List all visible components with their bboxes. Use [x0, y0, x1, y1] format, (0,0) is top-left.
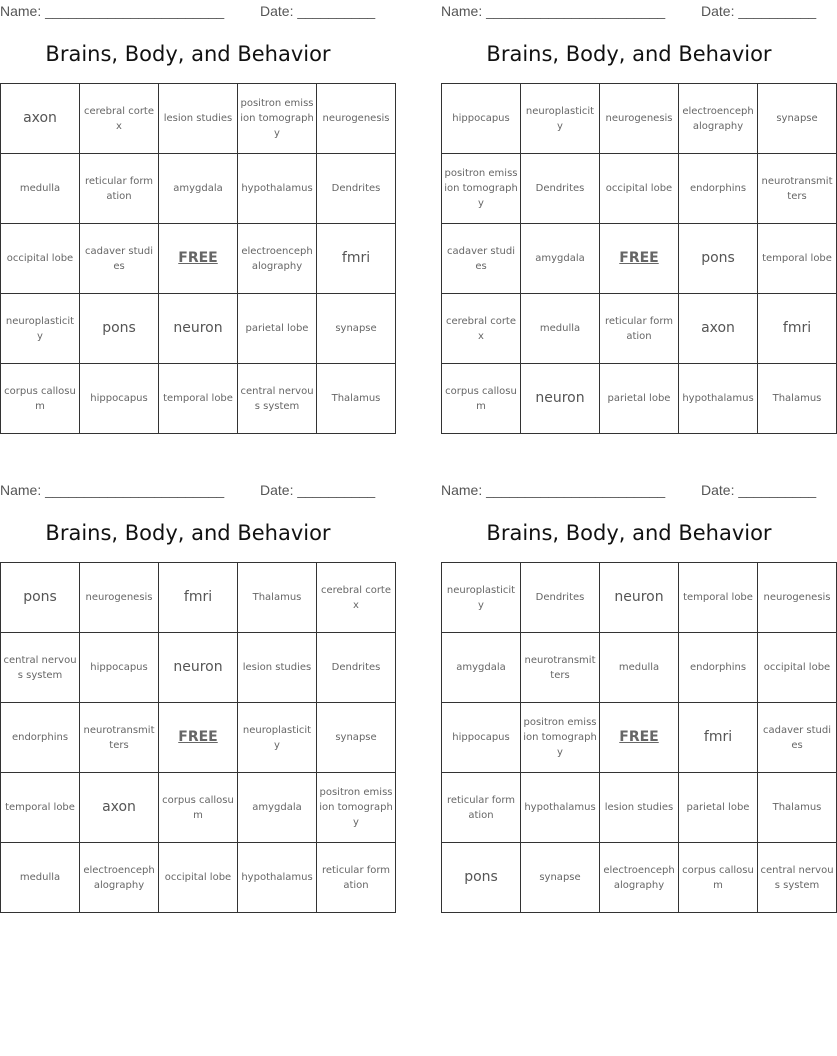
grid-cell: corpus callosum [159, 773, 238, 843]
grid-cell: hypothalamus [521, 773, 600, 843]
grid-row [442, 633, 837, 703]
grid-cell: pons [442, 843, 521, 913]
grid-cell: temporal lobe [679, 563, 758, 633]
grid-cell: Dendrites [521, 563, 600, 633]
grid-cell: neuron [600, 563, 679, 633]
grid-cell: hippocapus [80, 633, 159, 703]
bingo-card-3 [0, 479, 393, 891]
grid-cell: electroencephalography [679, 84, 758, 154]
grid-row [442, 364, 837, 434]
grid-cell: synapse [758, 84, 837, 154]
card-header [0, 479, 376, 499]
grid-cell: neurogenesis [600, 84, 679, 154]
grid-row [1, 84, 396, 154]
grid-cell: axon [679, 294, 758, 364]
grid-cell: reticular formation [600, 294, 679, 364]
grid-cell: medulla [600, 633, 679, 703]
grid-cell: positron emission tomography [317, 773, 396, 843]
date-field-label: Date: __________ [260, 3, 376, 19]
grid-cell: neurogenesis [758, 563, 837, 633]
grid-cell: corpus callosum [442, 364, 521, 434]
grid-cell: electroencephalography [600, 843, 679, 913]
card-header [441, 479, 817, 499]
grid-row [1, 703, 396, 773]
grid-row [1, 563, 396, 633]
card-title: Brains, Body, and Behavior [486, 42, 772, 66]
card-title: Brains, Body, and Behavior [45, 42, 331, 66]
grid-cell: neuroplasticity [238, 703, 317, 773]
grid-cell: hypothalamus [679, 364, 758, 434]
grid-cell: amygdala [159, 154, 238, 224]
grid-cell: reticular formation [80, 154, 159, 224]
grid-cell: axon [1, 84, 80, 154]
grid-cell: neuroplasticity [442, 563, 521, 633]
grid-cell: pons [679, 224, 758, 294]
grid-cell: neuron [159, 633, 238, 703]
grid-cell: lesion studies [159, 84, 238, 154]
grid-row [442, 703, 837, 773]
grid-cell: cadaver studies [80, 224, 159, 294]
grid-cell: temporal lobe [159, 364, 238, 434]
grid-cell: fmri [758, 294, 837, 364]
name-field-label: Name: _______________________ [0, 3, 225, 19]
card-header [0, 0, 376, 20]
grid-cell: central nervous system [758, 843, 837, 913]
grid-cell: reticular formation [442, 773, 521, 843]
card-title: Brains, Body, and Behavior [486, 521, 772, 545]
date-field-label: Date: __________ [701, 3, 817, 19]
grid-cell: positron emission tomography [521, 703, 600, 773]
grid-cell: parietal lobe [238, 294, 317, 364]
grid-cell: positron emission tomography [238, 84, 317, 154]
grid-row [442, 154, 837, 224]
grid-cell: neurogenesis [317, 84, 396, 154]
grid-row [1, 773, 396, 843]
grid-cell: corpus callosum [679, 843, 758, 913]
grid-cell: synapse [317, 703, 396, 773]
grid-cell: parietal lobe [679, 773, 758, 843]
grid-cell: synapse [317, 294, 396, 364]
name-field-label: Name: _______________________ [441, 482, 666, 498]
bingo-card-4 [441, 479, 834, 891]
grid-cell: axon [80, 773, 159, 843]
grid-cell: fmri [317, 224, 396, 294]
grid-cell: neurogenesis [80, 563, 159, 633]
grid-cell: endorphins [679, 633, 758, 703]
grid-row [1, 294, 396, 364]
card-header [441, 0, 817, 20]
grid-cell: Thalamus [317, 364, 396, 434]
grid-row [1, 364, 396, 434]
grid-cell: positron emission tomography [442, 154, 521, 224]
grid-cell: Thalamus [758, 773, 837, 843]
bingo-grid [0, 83, 396, 434]
grid-cell: fmri [159, 563, 238, 633]
grid-row [1, 224, 396, 294]
grid-cell: central nervous system [1, 633, 80, 703]
grid-cell: endorphins [679, 154, 758, 224]
grid-cell: neurotransmitters [80, 703, 159, 773]
grid-cell: amygdala [521, 224, 600, 294]
grid-row [442, 773, 837, 843]
grid-cell: neuroplasticity [521, 84, 600, 154]
grid-row [442, 843, 837, 913]
grid-cell: Dendrites [521, 154, 600, 224]
grid-cell: neurotransmitters [521, 633, 600, 703]
grid-cell: cerebral cortex [80, 84, 159, 154]
grid-cell: neuroplasticity [1, 294, 80, 364]
grid-cell: occipital lobe [600, 154, 679, 224]
grid-cell: hippocapus [442, 703, 521, 773]
grid-cell: lesion studies [600, 773, 679, 843]
grid-row [442, 84, 837, 154]
grid-row [1, 843, 396, 913]
grid-cell: pons [1, 563, 80, 633]
grid-cell: synapse [521, 843, 600, 913]
grid-cell: hypothalamus [238, 843, 317, 913]
grid-row [442, 563, 837, 633]
grid-cell: temporal lobe [758, 224, 837, 294]
grid-row [442, 294, 837, 364]
grid-row [442, 224, 837, 294]
grid-cell: pons [80, 294, 159, 364]
name-field-label: Name: _______________________ [441, 3, 666, 19]
name-field-label: Name: _______________________ [0, 482, 225, 498]
grid-cell: medulla [1, 154, 80, 224]
grid-cell: central nervous system [238, 364, 317, 434]
date-field-label: Date: __________ [260, 482, 376, 498]
bingo-grid [441, 83, 837, 434]
grid-cell: hippocapus [80, 364, 159, 434]
bingo-card-2 [441, 0, 833, 412]
grid-cell: electroencephalography [238, 224, 317, 294]
grid-cell: cerebral cortex [317, 563, 396, 633]
grid-cell: occipital lobe [758, 633, 837, 703]
grid-cell: amygdala [238, 773, 317, 843]
grid-cell: cadaver studies [758, 703, 837, 773]
grid-cell: hypothalamus [238, 154, 317, 224]
grid-cell: FREE [159, 703, 238, 773]
grid-cell: cadaver studies [442, 224, 521, 294]
grid-cell: Dendrites [317, 154, 396, 224]
grid-cell: neurotransmitters [758, 154, 837, 224]
grid-cell: cerebral cortex [442, 294, 521, 364]
grid-row [1, 154, 396, 224]
grid-cell: fmri [679, 703, 758, 773]
grid-cell: medulla [521, 294, 600, 364]
grid-cell: occipital lobe [159, 843, 238, 913]
grid-cell: Thalamus [238, 563, 317, 633]
grid-cell: electroencephalography [80, 843, 159, 913]
bingo-card-1 [0, 0, 390, 412]
bingo-grid [0, 562, 396, 913]
grid-cell: Dendrites [317, 633, 396, 703]
grid-cell: temporal lobe [1, 773, 80, 843]
grid-cell: neuron [521, 364, 600, 434]
grid-cell: FREE [159, 224, 238, 294]
grid-cell: occipital lobe [1, 224, 80, 294]
grid-cell: amygdala [442, 633, 521, 703]
date-field-label: Date: __________ [701, 482, 817, 498]
grid-cell: reticular formation [317, 843, 396, 913]
grid-cell: FREE [600, 703, 679, 773]
grid-row [1, 633, 396, 703]
grid-cell: medulla [1, 843, 80, 913]
grid-cell: FREE [600, 224, 679, 294]
grid-cell: hippocapus [442, 84, 521, 154]
grid-cell: parietal lobe [600, 364, 679, 434]
grid-cell: Thalamus [758, 364, 837, 434]
card-title: Brains, Body, and Behavior [45, 521, 331, 545]
grid-cell: lesion studies [238, 633, 317, 703]
grid-cell: corpus callosum [1, 364, 80, 434]
grid-cell: endorphins [1, 703, 80, 773]
bingo-grid [441, 562, 837, 913]
grid-cell: neuron [159, 294, 238, 364]
